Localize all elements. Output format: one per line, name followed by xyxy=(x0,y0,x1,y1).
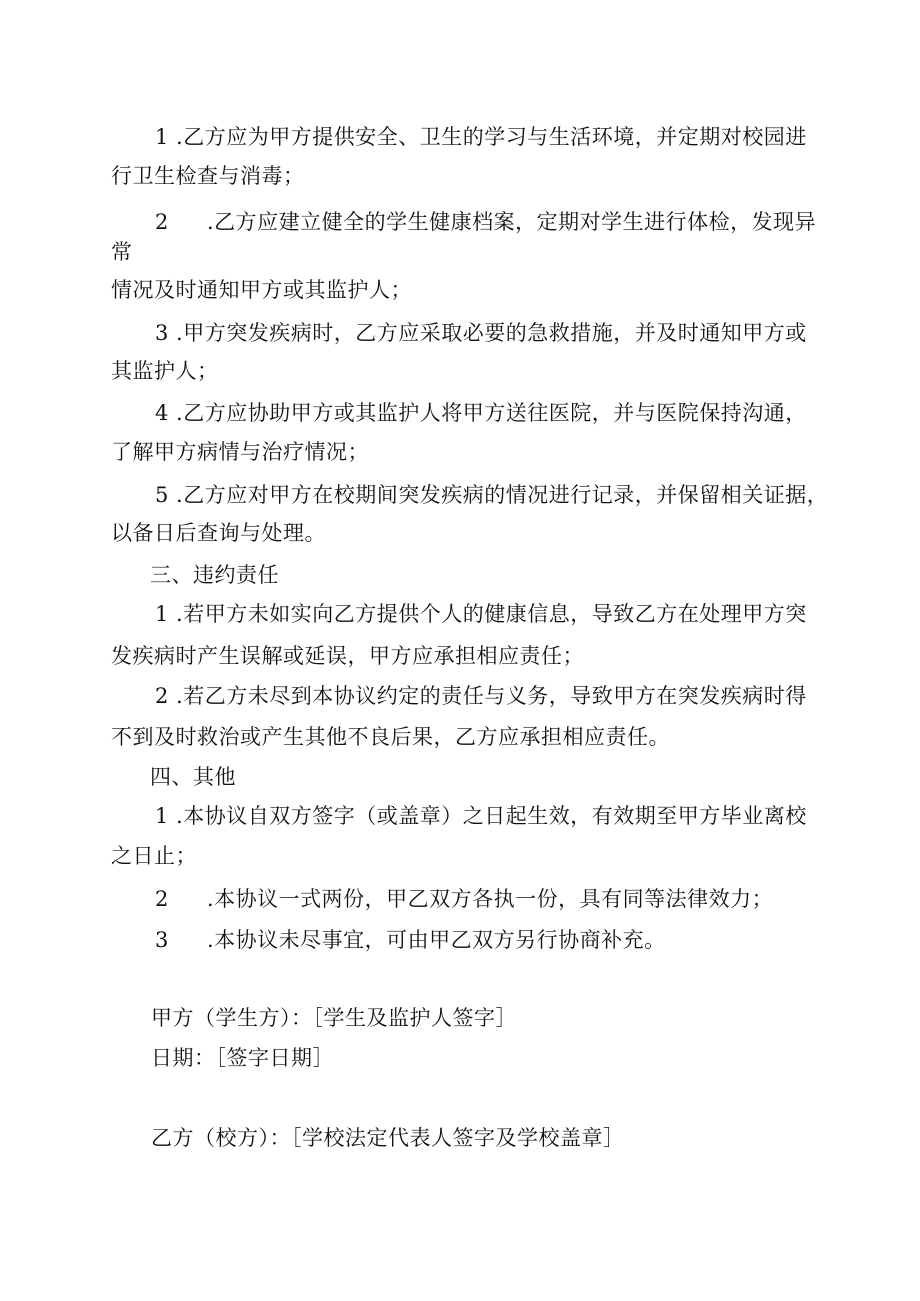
clause-2-2-line-1 xyxy=(155,209,816,235)
clause-text: .若乙方未尽到本协议约定的责任与义务，导致甲方在突发疾病时得 xyxy=(168,684,807,708)
clause-text: .甲方突发疾病时，乙方应采取必要的急救措施，并及时通知甲方或 xyxy=(168,321,807,345)
clause-number: 3 xyxy=(155,321,169,345)
clause-text: .乙方应对甲方在校期间突发疾病的情况进行记录，并保留相关证据， xyxy=(168,483,829,507)
section-heading-breach: 三、违约责任 xyxy=(150,563,279,587)
clause-2-3-line-1 xyxy=(155,320,807,346)
clause-text: .乙方应协助甲方或其监护人将甲方送往医院，并与医院保持沟通， xyxy=(168,401,807,425)
section-heading-other: 四、其他 xyxy=(150,765,236,789)
clause-2-2-line-1b: 常 xyxy=(111,240,133,264)
clause-2-3-line-2: 其监护人； xyxy=(111,359,219,383)
clause-number: 2 xyxy=(155,887,169,911)
signature-date-line: 日期：［签字日期］ xyxy=(151,1046,334,1070)
clause-number: 1 xyxy=(155,602,169,626)
clause-4-1-line-1 xyxy=(155,803,807,829)
clause-4-1-line-2: 之日止； xyxy=(111,844,197,868)
clause-3-1-line-1 xyxy=(155,601,807,627)
clause-number: 2 xyxy=(155,210,169,234)
clause-4-3-line-1 xyxy=(155,927,666,953)
clause-number: 1 xyxy=(155,125,169,149)
clause-2-1-line-1 xyxy=(155,124,807,150)
clause-2-2-line-2: 情况及时通知甲方或其监护人； xyxy=(111,278,412,302)
clause-text: .乙方应为甲方提供安全、卫生的学习与生活环境，并定期对校园进 xyxy=(168,125,807,149)
party-b-signature-line: 乙方（校方）：［学校法定代表人签字及学校盖章］ xyxy=(151,1126,625,1150)
clause-text: .若甲方未如实向乙方提供个人的健康信息，导致乙方在处理甲方突 xyxy=(168,602,807,626)
clause-2-1-line-2: 行卫生检查与消毒； xyxy=(111,164,305,188)
clause-number: 3 xyxy=(155,928,169,952)
clause-number: 4 xyxy=(155,401,169,425)
clause-3-2-line-2: 不到及时救治或产生其他不良后果，乙方应承担相应责任。 xyxy=(111,725,670,749)
clause-number: 5 xyxy=(155,483,169,507)
clause-text: .本协议未尽事宜，可由甲乙双方另行协商补充。 xyxy=(207,928,666,952)
clause-2-5-line-1 xyxy=(155,482,828,508)
clause-3-1-line-2: 发疾病时产生误解或延误，甲方应承担相应责任； xyxy=(111,644,584,668)
clause-number: 2 xyxy=(155,684,169,708)
clause-text: .本协议一式两份，甲乙双方各执一份，具有同等法律效力； xyxy=(207,887,774,911)
clause-number: 1 xyxy=(155,804,169,828)
clause-2-4-line-1 xyxy=(155,400,807,426)
clause-text: .本协议自双方签字（或盖章）之日起生效，有效期至甲方毕业离校 xyxy=(168,804,807,828)
party-a-signature-line: 甲方（学生方）：［学生及监护人签字］ xyxy=(151,1006,517,1030)
clause-2-4-line-2: 了解甲方病情与治疗情况； xyxy=(111,440,369,464)
clause-3-2-line-1 xyxy=(155,683,807,709)
clause-2-5-line-2: 以备日后查询与处理。 xyxy=(111,521,326,545)
clause-4-2-line-1 xyxy=(155,886,773,912)
clause-text: .乙方应建立健全的学生健康档案，定期对学生进行体检，发现异 xyxy=(207,210,817,234)
